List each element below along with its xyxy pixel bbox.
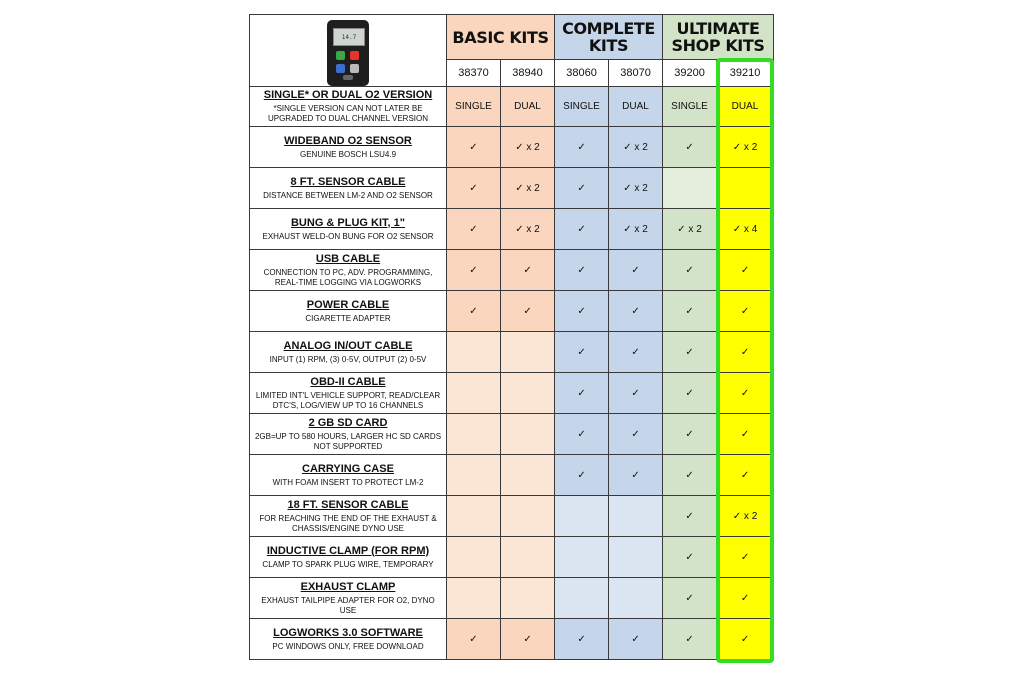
cell-value: ✓ (685, 633, 694, 645)
feature-name: SINGLE* OR DUAL O2 VERSION (263, 89, 433, 101)
cell-value: ✓ x 4 (732, 223, 758, 235)
cell-value: ✓ (577, 428, 586, 440)
check-mark-cell (663, 496, 717, 537)
check-mark-cell (501, 209, 555, 250)
cell-value: ✓ (685, 428, 694, 440)
check-mark-cell (717, 537, 774, 578)
cell-value: ✓ x 2 (515, 141, 540, 153)
feature-cell (250, 291, 447, 332)
cell-value: ✓ (740, 633, 750, 645)
group-title-ultimate: ULTIMATE SHOP KITS (671, 19, 765, 55)
empty-cell (609, 537, 663, 578)
kit-code-label: 39210 (729, 67, 761, 79)
cell-value: SINGLE (563, 101, 600, 112)
cell-value: ✓ (523, 305, 532, 317)
check-mark-cell (447, 250, 501, 291)
feature-row (250, 373, 774, 414)
kit-code-2 (555, 60, 609, 87)
feature-name: 8 FT. SENSOR CABLE (290, 175, 406, 188)
check-mark-cell (555, 168, 609, 209)
check-mark-cell (501, 127, 555, 168)
feature-name: CARRYING CASE (302, 462, 394, 475)
feature-cell (250, 87, 447, 127)
cell-value: ✓ (685, 551, 694, 563)
cell-value: ✓ (631, 264, 640, 276)
empty-cell (447, 455, 501, 496)
cell-value: ✓ (469, 223, 478, 235)
feature-name: POWER CABLE (306, 298, 390, 311)
check-mark-cell (609, 332, 663, 373)
feature-cell (250, 250, 447, 291)
check-mark-cell (555, 332, 609, 373)
feature-row (250, 250, 774, 291)
check-mark-cell (663, 619, 717, 660)
check-mark-cell (501, 291, 555, 332)
cell-value: ✓ (740, 264, 750, 276)
cell-value: ✓ (631, 387, 640, 399)
empty-cell (447, 578, 501, 619)
feature-description: LIMITED INT'L VEHICLE SUPPORT, READ/CLEAR DTC'S, LOG/VIEW UP TO 16 CHANNELS (255, 390, 441, 410)
value-cell (555, 87, 609, 127)
cell-value: ✓ (740, 346, 750, 358)
value-cell (501, 87, 555, 127)
cell-value: ✓ (685, 305, 694, 317)
feature-description: FOR REACHING THE END OF THE EXHAUST & CHASSIS/ENGINE DYNO USE (259, 513, 437, 533)
cell-value: ✓ (577, 469, 586, 481)
cell-value: ✓ (631, 428, 640, 440)
cell-value: ✓ (577, 182, 586, 194)
check-mark-cell (609, 373, 663, 414)
empty-cell (501, 496, 555, 537)
check-mark-cell (555, 291, 609, 332)
cell-value: ✓ (577, 305, 586, 317)
feature-cell (250, 496, 447, 537)
cell-value: ✓ (469, 633, 478, 645)
cell-value: ✓ (740, 305, 750, 317)
cell-value: ✓ x 2 (623, 182, 648, 194)
check-mark-cell (501, 250, 555, 291)
cell-value: DUAL (622, 101, 649, 112)
empty-cell (447, 537, 501, 578)
feature-description: CIGARETTE ADAPTER (305, 313, 391, 323)
value-cell (447, 87, 501, 127)
check-mark-cell (555, 373, 609, 414)
feature-row (250, 87, 774, 127)
cell-value: SINGLE (671, 101, 708, 112)
cell-value: ✓ (685, 510, 694, 522)
cell-value: ✓ x 2 (623, 223, 648, 235)
cell-value: ✓ (577, 387, 586, 399)
kit-code-label: 38070 (620, 67, 651, 79)
feature-name: INDUCTIVE CLAMP (FOR RPM) (266, 544, 430, 557)
feature-description: DISTANCE BETWEEN LM-2 AND O2 SENSOR (263, 190, 433, 200)
empty-cell (501, 455, 555, 496)
group-header-complete (555, 15, 663, 60)
check-mark-cell (663, 209, 717, 250)
cell-value: ✓ (685, 387, 694, 399)
empty-cell (447, 414, 501, 455)
cell-value: ✓ x 2 (732, 510, 758, 522)
feature-name: USB CABLE (315, 252, 381, 265)
check-mark-cell (663, 373, 717, 414)
feature-cell (250, 537, 447, 578)
cell-value: ✓ (469, 305, 478, 317)
feature-cell (250, 414, 447, 455)
feature-description: CLAMP TO SPARK PLUG WIRE, TEMPORARY (262, 559, 434, 569)
kit-code-3 (609, 60, 663, 87)
empty-cell (501, 537, 555, 578)
check-mark-cell (663, 578, 717, 619)
cell-value: ✓ (685, 141, 694, 153)
feature-row (250, 332, 774, 373)
value-cell (609, 87, 663, 127)
feature-description: 2GB=UP TO 580 HOURS, LARGER HC SD CARDS NOT SUPPORTED (254, 431, 442, 451)
check-mark-cell (717, 291, 774, 332)
cell-value: ✓ (523, 633, 532, 645)
check-mark-cell (501, 168, 555, 209)
check-mark-cell (447, 127, 501, 168)
cell-value: ✓ (631, 305, 640, 317)
group-title-complete: COMPLETE KITS (562, 19, 655, 55)
check-mark-cell (663, 537, 717, 578)
cell-value: ✓ (469, 182, 478, 194)
empty-cell (501, 578, 555, 619)
check-mark-cell (663, 455, 717, 496)
feature-description: EXHAUST TAILPIPE ADAPTER FOR O2, DYNO USE (261, 595, 435, 615)
feature-row (250, 537, 774, 578)
check-mark-cell (555, 414, 609, 455)
kit-comparison-table (249, 14, 774, 660)
check-mark-cell (663, 291, 717, 332)
empty-cell (501, 373, 555, 414)
feature-cell (250, 455, 447, 496)
device-screen-text: 14.7 (341, 33, 357, 41)
cell-value: ✓ (577, 141, 586, 153)
cell-value: ✓ (577, 633, 586, 645)
kit-code-label: 38940 (512, 67, 543, 79)
feature-cell (250, 209, 447, 250)
cell-value: ✓ (685, 264, 694, 276)
cell-value: ✓ (577, 223, 586, 235)
check-mark-cell (609, 291, 663, 332)
feature-description: *SINGLE VERSION CAN NOT LATER BE UPGRADED TO DUAL CHANNEL VERSION (267, 104, 429, 123)
feature-cell (250, 168, 447, 209)
cell-value: ✓ (685, 592, 694, 604)
cell-value: ✓ (577, 264, 586, 276)
check-mark-cell (609, 127, 663, 168)
empty-cell (447, 332, 501, 373)
check-mark-cell (663, 414, 717, 455)
feature-row (250, 127, 774, 168)
check-mark-cell (609, 414, 663, 455)
feature-name: OBD-II CABLE (310, 375, 386, 388)
feature-name: 18 FT. SENSOR CABLE (287, 498, 409, 511)
feature-row (250, 619, 774, 660)
check-mark-cell (717, 127, 774, 168)
device-image-cell (250, 15, 447, 87)
feature-row (250, 168, 774, 209)
feature-name: EXHAUST CLAMP (300, 580, 396, 593)
cell-value: ✓ x 2 (732, 141, 758, 153)
cell-value: ✓ (740, 387, 750, 399)
empty-cell (447, 496, 501, 537)
check-mark-cell (717, 496, 774, 537)
feature-description: CONNECTION TO PC, ADV. PROGRAMMING, REAL-TIME LOGGING VIA LOGWORKS (263, 267, 433, 287)
kit-code-0 (447, 60, 501, 87)
empty-cell (501, 414, 555, 455)
feature-cell (250, 373, 447, 414)
feature-row (250, 455, 774, 496)
feature-row (250, 496, 774, 537)
cell-value: DUAL (514, 101, 541, 112)
empty-cell (663, 168, 717, 209)
feature-name: 2 GB SD CARD (308, 416, 388, 429)
feature-cell (250, 619, 447, 660)
cell-value: ✓ (631, 346, 640, 358)
group-header-basic (447, 15, 555, 60)
check-mark-cell (717, 619, 774, 660)
feature-row (250, 578, 774, 619)
kit-code-label: 38060 (566, 67, 597, 79)
kit-code-label: 38370 (458, 67, 489, 79)
check-mark-cell (663, 127, 717, 168)
cell-value: ✓ (740, 469, 750, 481)
check-mark-cell (555, 127, 609, 168)
feature-name: ANALOG IN/OUT CABLE (283, 339, 413, 352)
check-mark-cell (663, 250, 717, 291)
empty-cell (447, 373, 501, 414)
feature-name: LOGWORKS 3.0 SOFTWARE (273, 626, 423, 639)
empty-cell (717, 168, 774, 209)
check-mark-cell (447, 168, 501, 209)
cell-value: DUAL (731, 101, 759, 112)
check-mark-cell (609, 168, 663, 209)
feature-description: GENUINE BOSCH LSU4.9 (299, 149, 397, 159)
empty-cell (555, 496, 609, 537)
feature-description: INPUT (1) RPM, (3) 0-5V, OUTPUT (2) 0-5V (269, 354, 427, 364)
cell-value: ✓ (469, 264, 478, 276)
check-mark-cell (663, 332, 717, 373)
feature-description: WITH FOAM INSERT TO PROTECT LM-2 (272, 477, 424, 487)
value-cell (663, 87, 717, 127)
cell-value: ✓ x 2 (677, 223, 702, 235)
empty-cell (609, 496, 663, 537)
check-mark-cell (501, 619, 555, 660)
check-mark-cell (609, 619, 663, 660)
feature-name: WIDEBAND O2 SENSOR (284, 134, 412, 147)
check-mark-cell (447, 209, 501, 250)
value-cell (717, 87, 774, 127)
check-mark-cell (717, 332, 774, 373)
feature-row (250, 291, 774, 332)
group-header-ultimate (663, 15, 774, 60)
cell-value: ✓ (523, 264, 532, 276)
kit-code-5 (717, 60, 774, 87)
check-mark-cell (717, 373, 774, 414)
feature-description: PC WINDOWS ONLY, FREE DOWNLOAD (272, 641, 424, 651)
cell-value: SINGLE (455, 101, 492, 112)
check-mark-cell (717, 578, 774, 619)
feature-name: BUNG & PLUG KIT, 1" (290, 216, 405, 229)
empty-cell (501, 332, 555, 373)
cell-value: ✓ x 2 (623, 141, 648, 153)
group-title-basic: BASIC KITS (452, 27, 549, 47)
cell-value: ✓ (469, 141, 478, 153)
feature-cell (250, 127, 447, 168)
check-mark-cell (555, 209, 609, 250)
check-mark-cell (609, 455, 663, 496)
check-mark-cell (717, 414, 774, 455)
feature-row (250, 414, 774, 455)
cell-value: ✓ (685, 469, 694, 481)
check-mark-cell (447, 619, 501, 660)
kit-code-label: 39200 (674, 67, 705, 79)
check-mark-cell (717, 455, 774, 496)
check-mark-cell (717, 250, 774, 291)
feature-row (250, 209, 774, 250)
check-mark-cell (447, 291, 501, 332)
check-mark-cell (555, 619, 609, 660)
lm2-device-icon (327, 20, 369, 86)
cell-value: ✓ x 2 (515, 223, 540, 235)
cell-value: ✓ (740, 428, 750, 440)
check-mark-cell (717, 209, 774, 250)
feature-description: EXHAUST WELD-ON BUNG FOR O2 SENSOR (262, 231, 434, 241)
cell-value: ✓ (631, 469, 640, 481)
empty-cell (555, 537, 609, 578)
check-mark-cell (609, 250, 663, 291)
check-mark-cell (555, 455, 609, 496)
kit-comparison-chart (249, 14, 773, 663)
empty-cell (609, 578, 663, 619)
cell-value: ✓ (685, 346, 694, 358)
cell-value: ✓ (631, 633, 640, 645)
kit-code-1 (501, 60, 555, 87)
cell-value: ✓ (740, 551, 750, 563)
kit-code-4 (663, 60, 717, 87)
cell-value: ✓ x 2 (515, 182, 540, 194)
check-mark-cell (609, 209, 663, 250)
feature-cell (250, 332, 447, 373)
cell-value: ✓ (577, 346, 586, 358)
empty-cell (555, 578, 609, 619)
cell-value: ✓ (740, 592, 750, 604)
check-mark-cell (555, 250, 609, 291)
feature-cell (250, 578, 447, 619)
